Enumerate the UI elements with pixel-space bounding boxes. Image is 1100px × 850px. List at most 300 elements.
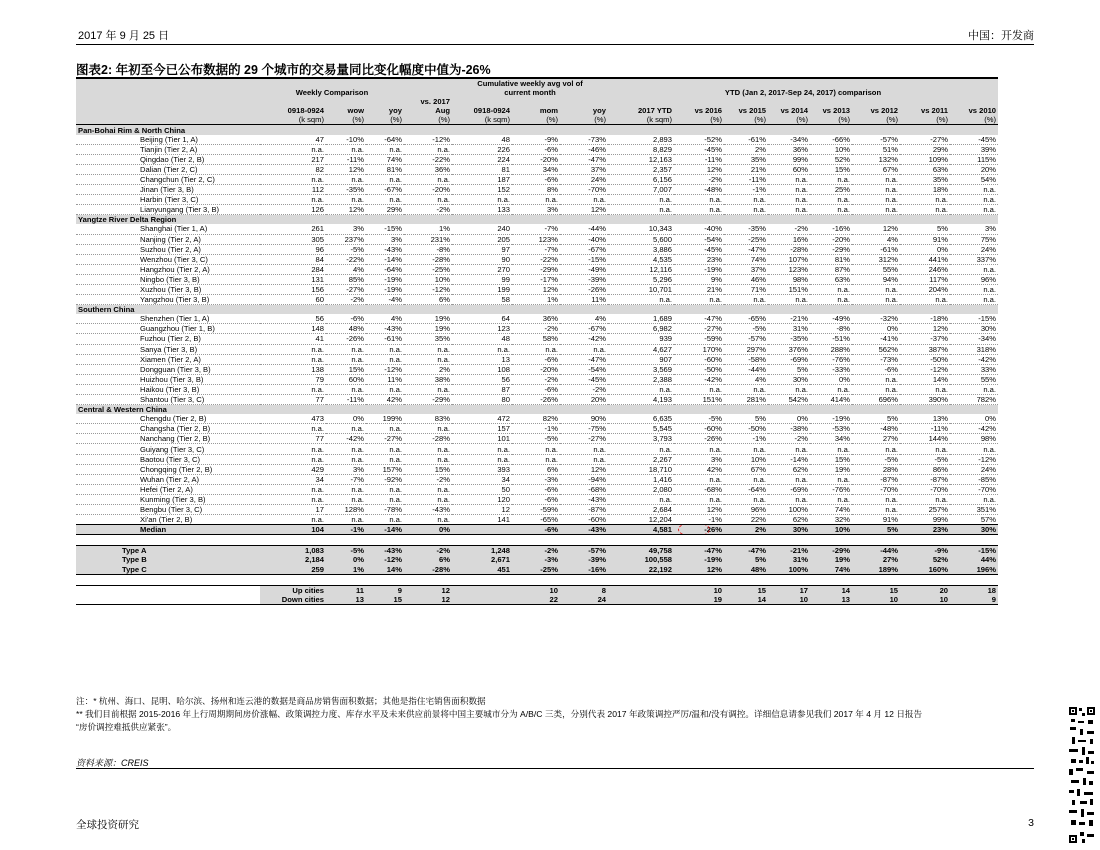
table-cell: n.a. bbox=[404, 354, 452, 364]
table-cell: -12% bbox=[404, 284, 452, 294]
table-cell: n.a. bbox=[366, 444, 404, 454]
unit-label: (%) bbox=[404, 115, 452, 125]
median-value: 10% bbox=[810, 525, 852, 535]
median-value: -43% bbox=[560, 525, 608, 535]
table-cell: -6% bbox=[512, 354, 560, 364]
table-cell: n.a. bbox=[950, 195, 998, 205]
table-cell: 2% bbox=[724, 144, 768, 154]
table-row bbox=[76, 234, 998, 244]
table-cell: n.a. bbox=[260, 454, 326, 464]
table-cell: 55% bbox=[950, 374, 998, 384]
type-value: -19% bbox=[674, 555, 724, 564]
table-cell: 152 bbox=[452, 185, 512, 195]
city-name: Tianjin (Tier 2, A) bbox=[76, 144, 260, 154]
table-cell: 57% bbox=[950, 515, 998, 525]
table-row bbox=[76, 464, 998, 474]
table-cell: -25% bbox=[404, 264, 452, 274]
table-cell: n.a. bbox=[724, 205, 768, 215]
table-cell: 20% bbox=[560, 395, 608, 405]
table-cell: 38% bbox=[404, 374, 452, 384]
type-value: 44% bbox=[950, 555, 998, 564]
table-cell: -44% bbox=[560, 224, 608, 234]
table-cell: -22% bbox=[404, 154, 452, 164]
table-cell: 3% bbox=[326, 464, 366, 474]
table-cell: 28% bbox=[852, 464, 900, 474]
table-cell: 115% bbox=[950, 154, 998, 164]
table-cell: -47% bbox=[674, 314, 724, 324]
table-cell: 187 bbox=[452, 174, 512, 184]
table-cell: 48% bbox=[326, 324, 366, 334]
footnote-3: “房价调控难抵供应紧张”。 bbox=[76, 722, 177, 732]
table-cell: n.a. bbox=[366, 515, 404, 525]
city-name: Shenzhen (Tier 1, A) bbox=[76, 314, 260, 324]
table-cell: n.a. bbox=[326, 484, 366, 494]
city-name: Baotou (Tier 3, C) bbox=[76, 454, 260, 464]
updown-value: 8 bbox=[560, 585, 608, 595]
table-cell: n.a. bbox=[768, 185, 810, 195]
table-cell: -35% bbox=[768, 334, 810, 344]
table-cell: 109% bbox=[900, 154, 950, 164]
table-cell: -6% bbox=[512, 144, 560, 154]
table-cell: -76% bbox=[810, 354, 852, 364]
table-cell: 204% bbox=[900, 284, 950, 294]
table-cell: n.a. bbox=[260, 484, 326, 494]
table-cell: -6% bbox=[326, 314, 366, 324]
table-cell: 74% bbox=[366, 154, 404, 164]
table-cell: 5,545 bbox=[608, 424, 674, 434]
table-cell: 12,163 bbox=[608, 154, 674, 164]
city-name: Nanchang (Tier 2, B) bbox=[76, 434, 260, 444]
table-cell: -43% bbox=[366, 244, 404, 254]
table-cell: 34% bbox=[512, 164, 560, 174]
table-cell: n.a. bbox=[366, 454, 404, 464]
table-cell: -42% bbox=[950, 424, 998, 434]
type-value: 19% bbox=[810, 555, 852, 564]
median-value: 2% bbox=[724, 525, 768, 535]
city-name: Ningbo (Tier 3, B) bbox=[76, 274, 260, 284]
footnote-1: 注：* 杭州、海口、昆明、哈尔滨、扬州和连云港的数据是商品房销售面积数据；其他是指住宅销售面积数据 bbox=[76, 696, 486, 706]
table-cell: -47% bbox=[560, 354, 608, 364]
transaction-volume-table bbox=[76, 79, 998, 605]
unit-label: (%) bbox=[810, 115, 852, 125]
vs-2017-header: vs. 2017 bbox=[404, 97, 452, 106]
type-value: 1,083 bbox=[260, 546, 326, 556]
table-cell: n.a. bbox=[768, 494, 810, 504]
table-row bbox=[76, 424, 998, 434]
column-header: Aug bbox=[404, 106, 452, 115]
table-cell: -2% bbox=[404, 205, 452, 215]
table-cell: n.a. bbox=[674, 384, 724, 394]
city-name: Chengdu (Tier 2, B) bbox=[76, 414, 260, 424]
table-cell: 473 bbox=[260, 414, 326, 424]
type-value: 31% bbox=[768, 555, 810, 564]
table-cell: 288% bbox=[810, 344, 852, 354]
table-cell: 11% bbox=[560, 295, 608, 305]
table-cell: 2,893 bbox=[608, 135, 674, 145]
table-row bbox=[76, 324, 998, 334]
table-cell: -58% bbox=[724, 354, 768, 364]
table-cell: -75% bbox=[560, 424, 608, 434]
table-cell: -26% bbox=[326, 334, 366, 344]
unit-label: (%) bbox=[560, 115, 608, 125]
table-cell: 63% bbox=[810, 274, 852, 284]
updown-value: 20 bbox=[900, 585, 950, 595]
table-cell: 123% bbox=[768, 264, 810, 274]
table-cell: 35% bbox=[724, 154, 768, 164]
table-cell: 74% bbox=[724, 254, 768, 264]
highlighted-median-cell bbox=[674, 525, 724, 535]
table-cell: n.a. bbox=[852, 384, 900, 394]
table-cell: n.a. bbox=[366, 484, 404, 494]
updown-value: 10 bbox=[674, 585, 724, 595]
table-cell: -9% bbox=[512, 135, 560, 145]
table-cell: -50% bbox=[674, 364, 724, 374]
table-cell: -54% bbox=[674, 234, 724, 244]
table-cell: -11% bbox=[674, 154, 724, 164]
table-cell: -42% bbox=[326, 434, 366, 444]
table-cell: 60% bbox=[768, 164, 810, 174]
table-row bbox=[76, 395, 998, 405]
table-cell: 217 bbox=[260, 154, 326, 164]
table-cell: n.a. bbox=[326, 454, 366, 464]
table-cell: n.a. bbox=[768, 295, 810, 305]
table-cell: n.a. bbox=[560, 444, 608, 454]
table-cell: 67% bbox=[724, 464, 768, 474]
city-name: Nanjing (Tier 2, A) bbox=[76, 234, 260, 244]
report-category: 中国：开发商 bbox=[968, 30, 1034, 42]
type-value: -9% bbox=[900, 546, 950, 556]
header-rule bbox=[76, 44, 1034, 45]
city-name: Xuzhou (Tier 3, B) bbox=[76, 284, 260, 294]
table-cell: 12,204 bbox=[608, 515, 674, 525]
table-cell: n.a. bbox=[674, 205, 724, 215]
table-cell: n.a. bbox=[900, 205, 950, 215]
type-value: -57% bbox=[560, 546, 608, 556]
table-cell: 25% bbox=[810, 185, 852, 195]
table-row bbox=[76, 174, 998, 184]
table-cell: -2% bbox=[768, 434, 810, 444]
table-cell: 5% bbox=[900, 224, 950, 234]
table-cell: 337% bbox=[950, 254, 998, 264]
table-cell: -40% bbox=[560, 234, 608, 244]
table-cell: n.a. bbox=[366, 174, 404, 184]
type-value: -5% bbox=[326, 546, 366, 556]
table-cell: n.a. bbox=[724, 474, 768, 484]
table-cell: -2% bbox=[512, 374, 560, 384]
table-cell: -5% bbox=[900, 454, 950, 464]
table-cell: 297% bbox=[724, 344, 768, 354]
table-cell: -66% bbox=[810, 135, 852, 145]
type-value: -39% bbox=[560, 555, 608, 564]
table-cell: 98% bbox=[950, 434, 998, 444]
source-rule bbox=[76, 768, 1034, 769]
type-value: 5% bbox=[724, 555, 768, 564]
table-cell: n.a. bbox=[900, 384, 950, 394]
table-cell: 3,569 bbox=[608, 364, 674, 374]
table-cell: 12 bbox=[452, 505, 512, 515]
updown-value: 15 bbox=[366, 595, 404, 605]
city-name: Haikou (Tier 3, B) bbox=[76, 384, 260, 394]
table-cell: n.a. bbox=[810, 474, 852, 484]
unit-row bbox=[76, 115, 998, 125]
table-cell: -51% bbox=[810, 334, 852, 344]
table-cell: n.a. bbox=[674, 295, 724, 305]
table-cell: n.a. bbox=[404, 424, 452, 434]
table-cell: -45% bbox=[674, 244, 724, 254]
unit-label: (k sqm) bbox=[608, 115, 674, 125]
table-cell: 2% bbox=[404, 364, 452, 374]
table-cell: 0% bbox=[810, 374, 852, 384]
table-cell: 99% bbox=[768, 154, 810, 164]
table-cell: 281% bbox=[724, 395, 768, 405]
table-cell: 52% bbox=[810, 154, 852, 164]
table-cell: 132% bbox=[852, 154, 900, 164]
table-cell: 131 bbox=[260, 274, 326, 284]
table-cell: -8% bbox=[404, 244, 452, 254]
table-cell: n.a. bbox=[366, 144, 404, 154]
table-cell: -5% bbox=[512, 434, 560, 444]
type-row bbox=[76, 565, 998, 575]
table-cell: 51% bbox=[852, 144, 900, 154]
updown-value: 15 bbox=[852, 585, 900, 595]
table-cell: n.a. bbox=[852, 205, 900, 215]
table-cell: 35% bbox=[900, 174, 950, 184]
city-name: Lianyungang (Tier 3, B) bbox=[76, 205, 260, 215]
spacer-row bbox=[76, 535, 998, 546]
table-row bbox=[76, 374, 998, 384]
table-cell: n.a. bbox=[608, 195, 674, 205]
table-cell: 12% bbox=[674, 505, 724, 515]
table-cell: -68% bbox=[560, 484, 608, 494]
table-cell: 10% bbox=[404, 274, 452, 284]
unit-label: (%) bbox=[326, 115, 366, 125]
table-cell: 71% bbox=[724, 284, 768, 294]
table-cell: 13% bbox=[900, 414, 950, 424]
table-cell: 3,886 bbox=[608, 244, 674, 254]
table-cell: 12% bbox=[326, 164, 366, 174]
table-cell: 156 bbox=[260, 284, 326, 294]
table-cell: -26% bbox=[512, 395, 560, 405]
type-value: 2,184 bbox=[260, 555, 326, 564]
table-cell: n.a. bbox=[260, 444, 326, 454]
updown-value: 12 bbox=[404, 585, 452, 595]
table-cell: n.a. bbox=[404, 515, 452, 525]
table-row bbox=[76, 454, 998, 464]
table-cell: -65% bbox=[512, 515, 560, 525]
city-name: Wuhan (Tier 2, A) bbox=[76, 474, 260, 484]
table-cell: -73% bbox=[852, 354, 900, 364]
table-cell: -70% bbox=[900, 484, 950, 494]
table-cell: 14% bbox=[900, 374, 950, 384]
table-cell: -46% bbox=[560, 144, 608, 154]
table-cell: n.a. bbox=[950, 185, 998, 195]
type-value: 49,758 bbox=[608, 546, 674, 556]
table-cell: 54% bbox=[950, 174, 998, 184]
table-cell: 2,267 bbox=[608, 454, 674, 464]
report-date: 2017 年 9 月 25 日 bbox=[78, 30, 170, 42]
table-cell: 257% bbox=[900, 505, 950, 515]
table-cell: n.a. bbox=[326, 174, 366, 184]
table-cell: 11% bbox=[366, 374, 404, 384]
table-cell: 312% bbox=[852, 254, 900, 264]
table-cell: n.a. bbox=[326, 424, 366, 434]
table-cell: n.a. bbox=[950, 295, 998, 305]
city-name: Hefei (Tier 2, A) bbox=[76, 484, 260, 494]
table-cell: n.a. bbox=[900, 195, 950, 205]
table-cell: n.a. bbox=[404, 195, 452, 205]
table-cell: 284 bbox=[260, 264, 326, 274]
table-cell: -47% bbox=[560, 154, 608, 164]
table-cell: -5% bbox=[674, 414, 724, 424]
table-row bbox=[76, 505, 998, 515]
table-cell: 74% bbox=[810, 505, 852, 515]
table-cell: n.a. bbox=[810, 195, 852, 205]
table-cell: -33% bbox=[810, 364, 852, 374]
table-cell: n.a. bbox=[366, 195, 404, 205]
table-cell: n.a. bbox=[260, 515, 326, 525]
table-cell: -87% bbox=[900, 474, 950, 484]
updown-value bbox=[452, 585, 512, 595]
table-cell: n.a. bbox=[852, 174, 900, 184]
median-value: 30% bbox=[950, 525, 998, 535]
table-cell: -43% bbox=[560, 494, 608, 504]
table-cell: -85% bbox=[950, 474, 998, 484]
table-cell: n.a. bbox=[810, 494, 852, 504]
table-row bbox=[76, 244, 998, 254]
table-cell: n.a. bbox=[326, 494, 366, 504]
table-cell: n.a. bbox=[724, 384, 768, 394]
table-cell: -38% bbox=[768, 424, 810, 434]
table-cell: 0% bbox=[768, 414, 810, 424]
table-cell: n.a. bbox=[326, 144, 366, 154]
table-cell: 19% bbox=[404, 324, 452, 334]
table-cell: -60% bbox=[674, 354, 724, 364]
unit-label: (%) bbox=[950, 115, 998, 125]
table-cell: 80 bbox=[452, 395, 512, 405]
table-cell: n.a. bbox=[810, 295, 852, 305]
table-cell: n.a. bbox=[366, 384, 404, 394]
table-cell: 5,296 bbox=[608, 274, 674, 284]
table-cell: -29% bbox=[512, 264, 560, 274]
table-cell: 23% bbox=[674, 254, 724, 264]
region-row bbox=[76, 125, 998, 135]
table-cell: -14% bbox=[768, 454, 810, 464]
column-header: yoy bbox=[560, 106, 608, 115]
table-cell: 3% bbox=[326, 224, 366, 234]
median-value: 104 bbox=[260, 525, 326, 535]
median-row bbox=[76, 525, 998, 535]
updown-value: 9 bbox=[950, 595, 998, 605]
table-cell: 90% bbox=[560, 414, 608, 424]
table-cell: n.a. bbox=[560, 454, 608, 464]
table-cell: 41 bbox=[260, 334, 326, 344]
table-cell: 6% bbox=[404, 295, 452, 305]
type-value: 100% bbox=[768, 565, 810, 575]
table-cell: n.a. bbox=[404, 444, 452, 454]
footnotes bbox=[76, 695, 1036, 734]
footer-brand: 全球投资研究 bbox=[76, 819, 139, 831]
table-cell: 48 bbox=[452, 334, 512, 344]
table-cell: 224 bbox=[452, 154, 512, 164]
type-value: 22,192 bbox=[608, 565, 674, 575]
updown-value bbox=[608, 585, 674, 595]
table-cell: -35% bbox=[724, 224, 768, 234]
table-cell: -48% bbox=[674, 185, 724, 195]
table-cell: -5% bbox=[852, 454, 900, 464]
table-cell: 0% bbox=[326, 414, 366, 424]
unit-label: (%) bbox=[366, 115, 404, 125]
table-cell: n.a. bbox=[768, 474, 810, 484]
city-name: Jinan (Tier 3, B) bbox=[76, 185, 260, 195]
table-cell: 414% bbox=[810, 395, 852, 405]
table-cell: 226 bbox=[452, 144, 512, 154]
city-name: Yangzhou (Tier 3, B) bbox=[76, 295, 260, 305]
table-cell: n.a. bbox=[852, 185, 900, 195]
column-header: yoy bbox=[366, 106, 404, 115]
table-cell: 10% bbox=[810, 144, 852, 154]
unit-label: (%) bbox=[724, 115, 768, 125]
table-row bbox=[76, 164, 998, 174]
table-row bbox=[76, 515, 998, 525]
table-cell: n.a. bbox=[950, 494, 998, 504]
table-cell: -29% bbox=[810, 244, 852, 254]
table-cell: 441% bbox=[900, 254, 950, 264]
table-row bbox=[76, 484, 998, 494]
table-cell: 12% bbox=[900, 324, 950, 334]
table-cell: n.a. bbox=[768, 195, 810, 205]
table-cell: -20% bbox=[404, 185, 452, 195]
city-name: Sanya (Tier 3, B) bbox=[76, 344, 260, 354]
table-cell: 261 bbox=[260, 224, 326, 234]
table-cell: 42% bbox=[674, 464, 724, 474]
table-cell: 35% bbox=[404, 334, 452, 344]
table-cell: -69% bbox=[768, 484, 810, 494]
table-cell: 4% bbox=[326, 264, 366, 274]
city-name: Hangzhou (Tier 2, A) bbox=[76, 264, 260, 274]
table-cell: n.a. bbox=[674, 474, 724, 484]
table-cell: -27% bbox=[366, 434, 404, 444]
type-value: 451 bbox=[452, 565, 512, 575]
table-row bbox=[76, 414, 998, 424]
table-cell: n.a. bbox=[608, 494, 674, 504]
table-cell: n.a. bbox=[768, 205, 810, 215]
table-cell: n.a. bbox=[326, 384, 366, 394]
table-cell: -20% bbox=[810, 234, 852, 244]
table-cell: 21% bbox=[724, 164, 768, 174]
updown-value: 19 bbox=[674, 595, 724, 605]
table-cell: 87% bbox=[810, 264, 852, 274]
table-cell: -2% bbox=[512, 324, 560, 334]
table-cell: n.a. bbox=[810, 444, 852, 454]
table-cell: 81% bbox=[810, 254, 852, 264]
table-cell: -57% bbox=[724, 334, 768, 344]
table-cell: 0% bbox=[900, 244, 950, 254]
table-cell: -6% bbox=[852, 364, 900, 374]
table-cell: -11% bbox=[326, 154, 366, 164]
table-cell: 36% bbox=[768, 144, 810, 154]
table-row bbox=[76, 384, 998, 394]
table-cell: -7% bbox=[326, 474, 366, 484]
column-header: vs 2011 bbox=[900, 106, 950, 115]
type-value: -47% bbox=[674, 546, 724, 556]
city-name: Beijing (Tier 1, A) bbox=[76, 135, 260, 145]
type-value: 0% bbox=[326, 555, 366, 564]
table-cell: -2% bbox=[560, 384, 608, 394]
unit-label: (%) bbox=[768, 115, 810, 125]
header-row-2 bbox=[76, 88, 998, 97]
table-cell: -25% bbox=[724, 234, 768, 244]
table-cell: -76% bbox=[810, 484, 852, 494]
